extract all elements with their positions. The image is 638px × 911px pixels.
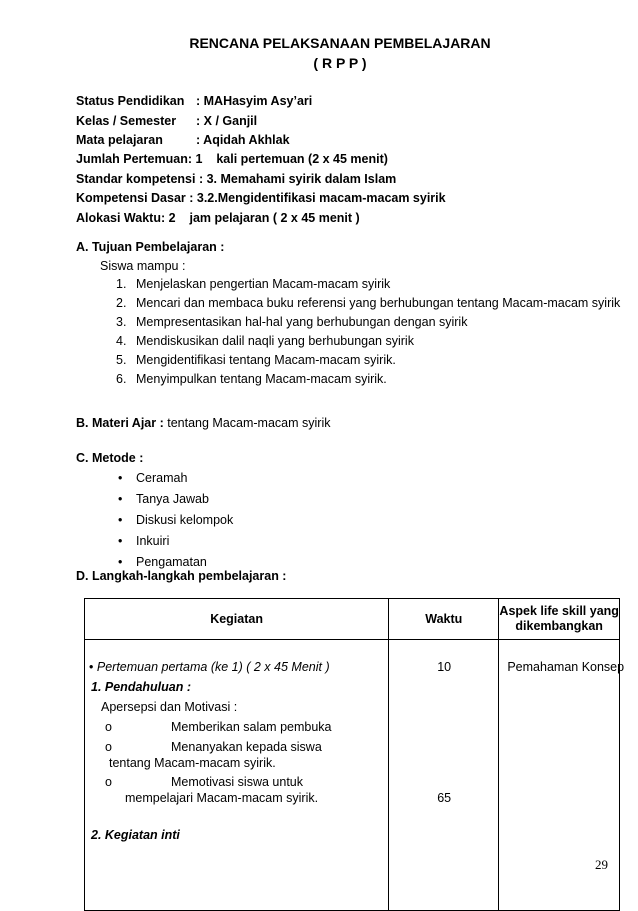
- identity-row: [76, 94, 312, 108]
- step-2b: tentang Macam-macam syirik.: [109, 756, 276, 770]
- objective-item: [116, 295, 622, 312]
- identity-separator: :: [195, 172, 207, 186]
- bullet-icon: •: [118, 492, 123, 506]
- identity-label: Alokasi Waktu: [76, 211, 161, 225]
- step-2a: Menanyakan kepada siswa: [171, 740, 322, 754]
- objective-text: Mempresentasikan hal-hal yang berhubungan dengan syirik: [136, 315, 468, 329]
- method-text: Ceramah: [136, 471, 188, 485]
- cell-kegiatan: [85, 640, 389, 911]
- header-aspek: Aspek life skill yang dikembangkan: [499, 599, 620, 640]
- section-b-text: tentang Macam-macam syirik: [163, 416, 331, 430]
- method-item: [116, 533, 233, 554]
- document-subtitle: ( R P P ): [313, 55, 367, 71]
- identity-label: Kompetensi Dasar: [76, 191, 186, 205]
- meeting-text: Pertemuan pertama (ke 1) ( 2 x 45 Menit ): [96, 660, 330, 674]
- bullet-icon: •: [118, 471, 123, 485]
- method-item: [116, 512, 233, 533]
- step-3b: mempelajari Macam-macam syirik.: [125, 791, 319, 805]
- section-b: [76, 416, 330, 430]
- objective-text: Menjelaskan pengertian Macam-macam syirik: [136, 277, 391, 291]
- identity-separator: :: [196, 133, 204, 147]
- identity-label: Kelas / Semester: [76, 114, 177, 128]
- identity-label: Mata pelajaran: [76, 133, 163, 147]
- objective-item: [116, 352, 622, 369]
- identity-row: [76, 114, 257, 128]
- waktu-65: 65: [437, 791, 452, 805]
- waktu-10: 10: [437, 660, 452, 674]
- method-text: Tanya Jawab: [136, 492, 209, 506]
- section-c-heading: C. Metode :: [76, 451, 144, 465]
- identity-value: 1 kali pertemuan (2 x 45 menit): [195, 152, 388, 166]
- learning-steps-table: [84, 598, 625, 911]
- kegiatan-inti-heading: 2. Kegiatan inti: [91, 828, 180, 842]
- objective-number: 1.: [116, 277, 127, 291]
- page-number: 29: [595, 857, 608, 872]
- method-text: Inkuiri: [136, 534, 170, 548]
- section-b-heading: B. Materi Ajar :: [76, 416, 164, 430]
- identity-label: Status Pendidikan: [76, 94, 185, 108]
- method-text: Diskusi kelompok: [136, 513, 234, 527]
- identity-row: [76, 133, 290, 147]
- objective-number: 6.: [116, 372, 127, 386]
- objective-item: [116, 371, 622, 388]
- method-text: Pengamatan: [136, 555, 207, 569]
- identity-value: Aqidah Akhlak: [203, 133, 290, 147]
- circle-icon: o: [105, 775, 112, 789]
- identity-row: [76, 191, 446, 205]
- methods-list: [116, 470, 233, 575]
- aspek-text: Pemahaman Konsep: [507, 660, 625, 674]
- identity-value: MAHasyim Asy’ari: [203, 94, 313, 108]
- step-3a: Memotivasi siswa untuk: [171, 775, 303, 789]
- objective-item: [116, 333, 622, 350]
- identity-row: [76, 172, 396, 186]
- meeting-line: [89, 660, 330, 674]
- objective-number: 4.: [116, 334, 127, 348]
- header-waktu: Waktu: [389, 599, 499, 640]
- document-title: RENCANA PELAKSANAAN PEMBELAJARAN: [189, 35, 491, 51]
- identity-row: [76, 211, 360, 225]
- method-item: [116, 470, 233, 491]
- objective-item: [116, 276, 622, 293]
- apersepsi-text: Apersepsi dan Motivasi :: [101, 700, 238, 714]
- section-a-heading: A. Tujuan Pembelajaran :: [76, 240, 225, 254]
- identity-label: Standar kompetensi: [76, 172, 196, 186]
- identity-value: X / Ganjil: [203, 114, 258, 128]
- pendahuluan-heading: 1. Pendahuluan :: [91, 680, 192, 694]
- bullet-icon: •: [118, 534, 123, 548]
- section-a-intro: Siswa mampu :: [100, 259, 186, 273]
- objective-text: Mencari dan membaca buku referensi yang berhubungan tentang Macam-macam syirik: [136, 296, 621, 310]
- bullet-icon: •: [89, 660, 94, 674]
- identity-separator: :: [160, 211, 169, 225]
- identity-separator: :: [187, 152, 196, 166]
- objective-number: 3.: [116, 315, 127, 329]
- identity-value: 2 jam pelajaran ( 2 x 45 menit ): [168, 211, 360, 225]
- method-item: [116, 491, 233, 512]
- bullet-icon: •: [118, 555, 123, 569]
- circle-icon: o: [105, 740, 112, 754]
- circle-icon: o: [105, 720, 112, 734]
- objectives-list: [116, 276, 622, 390]
- header-kegiatan: Kegiatan: [85, 599, 389, 640]
- identity-separator: :: [196, 94, 204, 108]
- identity-separator: :: [185, 191, 197, 205]
- objective-number: 5.: [116, 353, 127, 367]
- objective-text: Mengidentifikasi tentang Macam-macam syirik.: [136, 353, 396, 367]
- identity-row: [76, 152, 388, 166]
- objective-text: Mendiskusikan dalil naqli yang berhubungan syirik: [136, 334, 414, 348]
- objective-text: Menyimpulkan tentang Macam-macam syirik.: [136, 372, 387, 386]
- identity-value: 3.2.Mengidentifikasi macam-macam syirik: [196, 191, 446, 205]
- identity-separator: :: [196, 114, 204, 128]
- cell-waktu: [389, 640, 499, 911]
- objective-item: [116, 314, 622, 331]
- objective-number: 2.: [116, 296, 127, 310]
- step-1: Memberikan salam pembuka: [171, 720, 332, 734]
- identity-label: Jumlah Pertemuan: [76, 152, 188, 166]
- bullet-icon: •: [118, 513, 123, 527]
- section-d-heading: D. Langkah-langkah pembelajaran :: [76, 569, 287, 583]
- identity-value: 3. Memahami syirik dalam Islam: [206, 172, 397, 186]
